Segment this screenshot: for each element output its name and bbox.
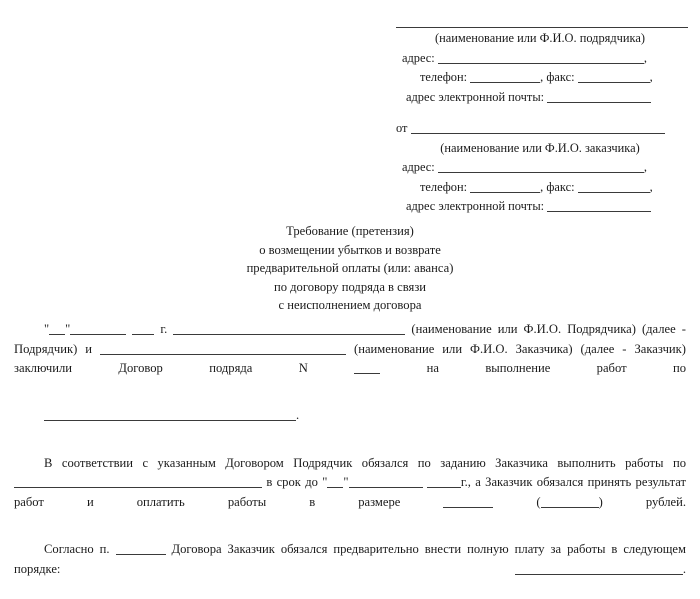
recipient-name-blank[interactable] — [396, 27, 688, 28]
p2-amount-words-group — [536, 495, 602, 509]
p2-works-blank[interactable] — [14, 475, 262, 488]
recipient-address-label: адрес: — [402, 50, 435, 65]
recipient-address-row — [392, 49, 688, 69]
p1-contract-number-blank[interactable] — [354, 361, 380, 374]
sender-address-row — [392, 158, 688, 178]
letter-header — [392, 27, 688, 217]
recipient-block — [392, 27, 688, 107]
p1-period: . — [296, 408, 300, 423]
sender-name-blank[interactable] — [411, 121, 665, 134]
title-line-2: о возмещении убытков и возврате — [259, 242, 441, 257]
title-line-1: Требование (претензия) — [286, 224, 414, 238]
sender-from-row — [392, 119, 688, 139]
p2-currency: рублей. — [645, 494, 686, 509]
header-spacer — [392, 107, 688, 119]
p1-caption-c: (наименование или — [354, 341, 463, 356]
p3-clause-blank[interactable] — [116, 542, 166, 555]
sender-fax-comma: , — [649, 179, 653, 194]
document-body — [14, 320, 686, 599]
p2-deadline-group — [322, 475, 461, 489]
p3-period: . — [682, 561, 686, 576]
sender-email-row — [392, 197, 688, 217]
sender-phone-comma: , — [540, 179, 544, 194]
sender-phone-blank[interactable] — [470, 180, 540, 193]
title-line-4: по договору подряда в связи — [273, 279, 427, 294]
sender-phone-row — [392, 178, 688, 198]
recipient-address-blank[interactable] — [438, 51, 644, 64]
recipient-email-label: адрес электронной почты: — [406, 89, 545, 104]
p1-year-blank[interactable] — [132, 322, 154, 335]
sender-fax-label: факс: — [546, 179, 575, 194]
p1-text-e: на выполнение работ по — [426, 361, 686, 376]
sender-email-blank[interactable] — [547, 199, 651, 212]
sender-address-blank[interactable] — [438, 160, 644, 173]
recipient-phone-comma: , — [540, 70, 544, 84]
sender-block — [392, 119, 688, 217]
p1-caption-a: (наименование или Ф.И.О. — [411, 322, 562, 336]
sender-address-label: адрес: — [402, 160, 435, 174]
p2-month-blank[interactable] — [349, 475, 423, 488]
p1-year-label: г. — [160, 322, 168, 336]
paragraph-obligations — [14, 454, 686, 532]
p2-paren-close: ) — [598, 494, 603, 509]
title-line-5: с неисполнением договора — [278, 298, 422, 313]
p2-text-a: В соответствии с указанным Договором Подрядчик обязался по заданию Заказчика выполнить работы по — [44, 455, 686, 470]
p2-quote-close: " — [343, 475, 349, 490]
p1-quote-close: " — [65, 322, 71, 336]
p2-year-blank[interactable] — [427, 475, 461, 488]
p1-month-blank[interactable] — [70, 322, 126, 335]
recipient-phone-blank[interactable] — [470, 70, 540, 83]
p1-date-group — [44, 322, 167, 336]
sender-address-comma: , — [643, 160, 647, 174]
p1-text-d: Ф.И.О. Заказчика) (далее - Заказчик) заключили Договор подряда N — [14, 341, 686, 376]
paragraph-contract-intro-tail — [14, 406, 686, 445]
recipient-fax-comma: , — [649, 70, 653, 84]
recipient-phone-row — [392, 68, 688, 88]
recipient-fax-blank[interactable] — [578, 70, 650, 83]
sender-email-label: адрес электронной почты: — [406, 199, 545, 213]
p2-quote-open: " — [322, 475, 328, 490]
p2-year-label: г., а Заказчик обязался принять результат работ и оплатить работы в размере — [14, 475, 686, 509]
sender-phone-label: телефон: — [420, 179, 468, 194]
recipient-name-caption: (наименование или Ф.И.О. подрядчика) — [434, 31, 645, 45]
p2-paren-open: ( — [536, 494, 541, 509]
p2-day-blank[interactable] — [327, 475, 343, 488]
p3-text-b: Договора Заказчик обязался предварительно внести полную плату за работы в следующем порядке: — [14, 541, 686, 576]
p3-text-a: Согласно п. — [44, 541, 110, 556]
paragraph-prepayment — [14, 540, 686, 599]
recipient-email-row — [392, 88, 688, 108]
paragraph-contract-intro — [14, 320, 686, 398]
recipient-email-blank[interactable] — [547, 90, 651, 103]
recipient-address-comma: , — [643, 50, 647, 65]
p1-day-blank[interactable] — [49, 322, 65, 335]
document-title — [0, 222, 700, 315]
p1-works-subject-blank[interactable] — [44, 408, 296, 421]
recipient-phone-label: телефон: — [420, 70, 468, 84]
p1-text-b: Подрядчика) (далее - Подрядчик) и — [14, 322, 686, 356]
recipient-fax-label: факс: — [546, 70, 575, 84]
sender-from-label: от — [396, 121, 408, 135]
p1-contractor-name-blank[interactable] — [173, 322, 405, 335]
p1-quote-open: " — [44, 322, 50, 336]
p3-order-blank[interactable] — [515, 562, 683, 575]
sender-name-caption: (наименование или Ф.И.О. заказчика) — [440, 140, 640, 155]
sender-fax-blank[interactable] — [578, 180, 650, 193]
title-line-3: предварительной оплаты (или: аванса) — [246, 261, 454, 276]
p1-customer-name-blank[interactable] — [100, 342, 346, 355]
p2-text-b: в срок до — [266, 475, 318, 490]
